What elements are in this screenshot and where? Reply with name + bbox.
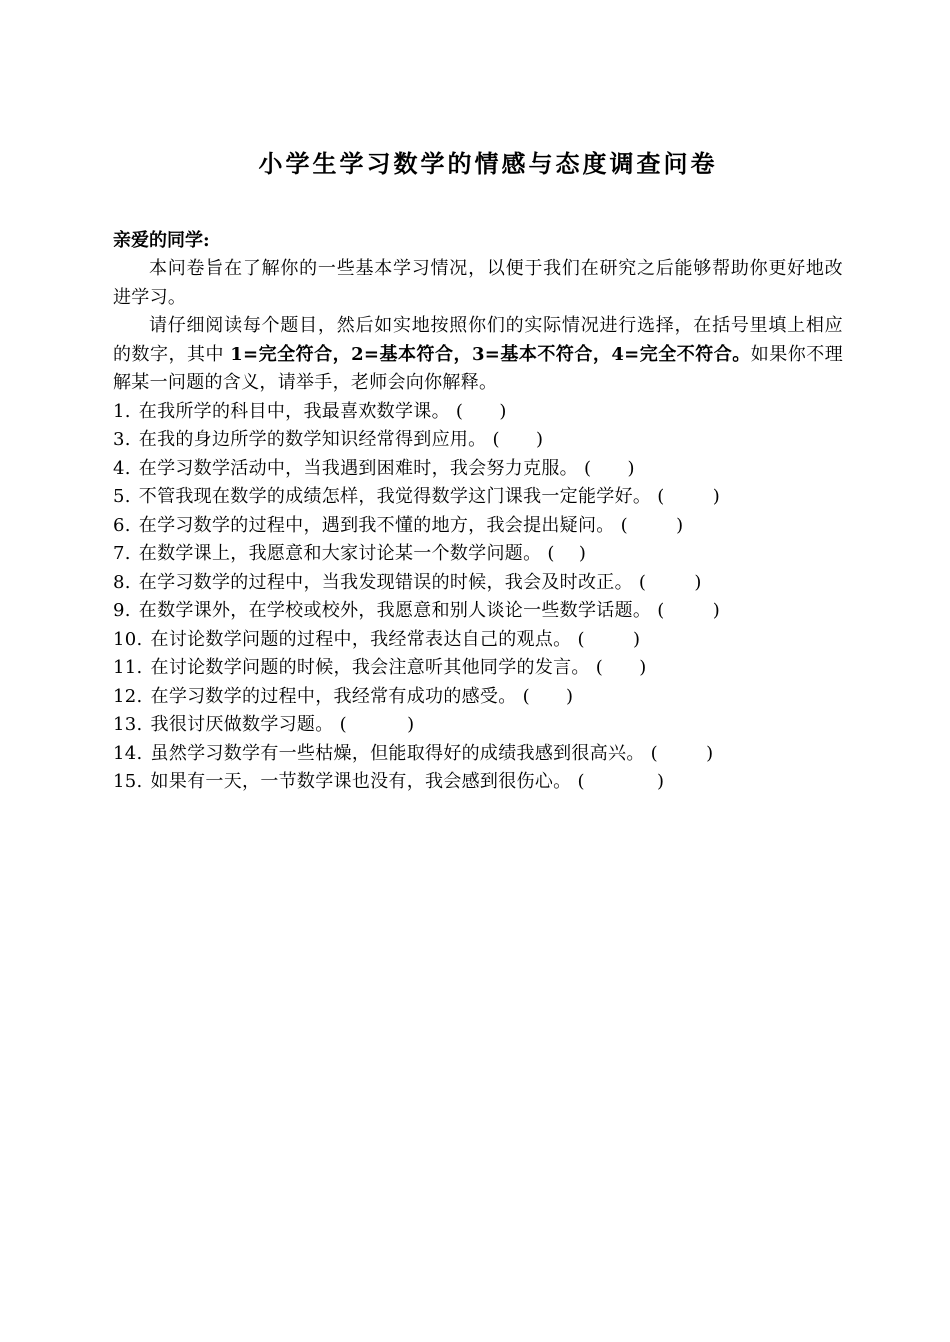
question-number: 12. <box>113 685 143 707</box>
answer-blank[interactable]: ( ) <box>657 486 721 507</box>
question-number: 13. <box>113 714 143 735</box>
question-text: 在学习数学的过程中，我经常有成功的感受。 <box>150 685 517 707</box>
question-text: 在学习数学的过程中，当我发现错误的时候，我会及时改正。 <box>138 571 633 593</box>
question-text: 在学习数学活动中，当我遇到困难时，我会努力克服。 <box>138 457 578 479</box>
question-item <box>113 540 843 569</box>
question-number: 9. <box>113 600 131 621</box>
question-number: 3. <box>113 429 131 450</box>
intro-paragraph-2 <box>113 312 843 398</box>
question-item <box>113 654 843 683</box>
question-item <box>113 398 843 427</box>
answer-blank[interactable]: ( ) <box>547 543 587 564</box>
question-number: 1. <box>113 400 131 422</box>
answer-blank[interactable]: ( ) <box>339 714 415 735</box>
answer-blank[interactable]: ( ) <box>650 742 714 764</box>
question-item <box>113 683 843 712</box>
question-text: 在我的身边所学的数学知识经常得到应用。 <box>138 429 487 450</box>
question-number: 11. <box>113 657 143 678</box>
question-item <box>113 483 843 512</box>
question-number: 6. <box>113 514 131 536</box>
question-item <box>113 455 843 484</box>
question-item <box>113 626 843 655</box>
question-text: 在数学课外，在学校或校外，我愿意和别人谈论一些数学话题。 <box>138 600 652 621</box>
question-text: 如果有一天，一节数学课也没有，我会感到很伤心。 <box>150 771 572 792</box>
question-list <box>113 398 843 797</box>
question-text: 在讨论数学问题的时候，我会注意听其他同学的发言。 <box>150 657 590 678</box>
question-text: 虽然学习数学有一些枯燥，但能取得好的成绩我感到很高兴。 <box>150 742 645 764</box>
question-item <box>113 597 843 626</box>
question-number: 7. <box>113 543 131 564</box>
question-number: 4. <box>113 457 131 479</box>
question-item <box>113 768 843 797</box>
answer-blank[interactable]: ( ) <box>657 600 721 621</box>
question-number: 5. <box>113 486 131 507</box>
answer-blank[interactable]: ( ) <box>492 429 544 450</box>
answer-blank[interactable]: ( ) <box>595 657 647 678</box>
intro-paragraph-1: 本问卷旨在了解你的一些基本学习情况，以便于我们在研究之后能够帮助你更好地改进学习。 <box>113 258 843 308</box>
question-item <box>113 569 843 598</box>
question-item <box>113 426 843 455</box>
question-text: 在数学课上，我愿意和大家讨论某一个数学问题。 <box>138 543 542 564</box>
question-text: 我很讨厌做数学习题。 <box>150 714 334 735</box>
answer-blank[interactable]: ( ) <box>577 628 641 650</box>
question-number: 8. <box>113 571 131 593</box>
answer-blank[interactable]: ( ) <box>577 771 665 792</box>
answer-blank[interactable]: ( ) <box>584 457 635 479</box>
intro-text-after: 如果你不理解某一问题的含义，请举手，老师会向你解释。 <box>113 343 844 393</box>
question-text: 在学习数学的过程中，遇到我不懂的地方，我会提出疑问。 <box>138 514 615 536</box>
answer-blank[interactable]: ( ) <box>522 685 574 707</box>
question-item <box>113 512 843 541</box>
answer-blank[interactable]: ( ) <box>455 400 507 422</box>
question-text: 在讨论数学问题的过程中，我经常表达自己的观点。 <box>150 628 572 650</box>
answer-blank[interactable]: ( ) <box>620 514 684 536</box>
question-text: 不管我现在数学的成绩怎样，我觉得数学这门课我一定能学好。 <box>138 486 652 507</box>
answer-blank[interactable]: ( ) <box>638 571 702 593</box>
scale-definition: 1=完全符合，2=基本符合，3=基本不符合，4=完全不符合。 <box>230 343 751 365</box>
question-number: 15. <box>113 771 143 792</box>
document-page <box>113 144 843 797</box>
intro-text-before: 请仔细阅读每个题目，然后如实地按照你们的实际情况进行选择，在括号里填上相应的数字，其中 <box>113 315 843 365</box>
greeting: 亲爱的同学: <box>113 230 210 251</box>
question-number: 10. <box>113 628 143 650</box>
question-item <box>113 711 843 740</box>
question-text: 在我所学的科目中，我最喜欢数学课。 <box>138 400 450 422</box>
question-number: 14. <box>113 742 143 764</box>
question-item <box>113 740 843 769</box>
document-title: 小学生学习数学的情感与态度调查问卷 <box>258 149 718 178</box>
